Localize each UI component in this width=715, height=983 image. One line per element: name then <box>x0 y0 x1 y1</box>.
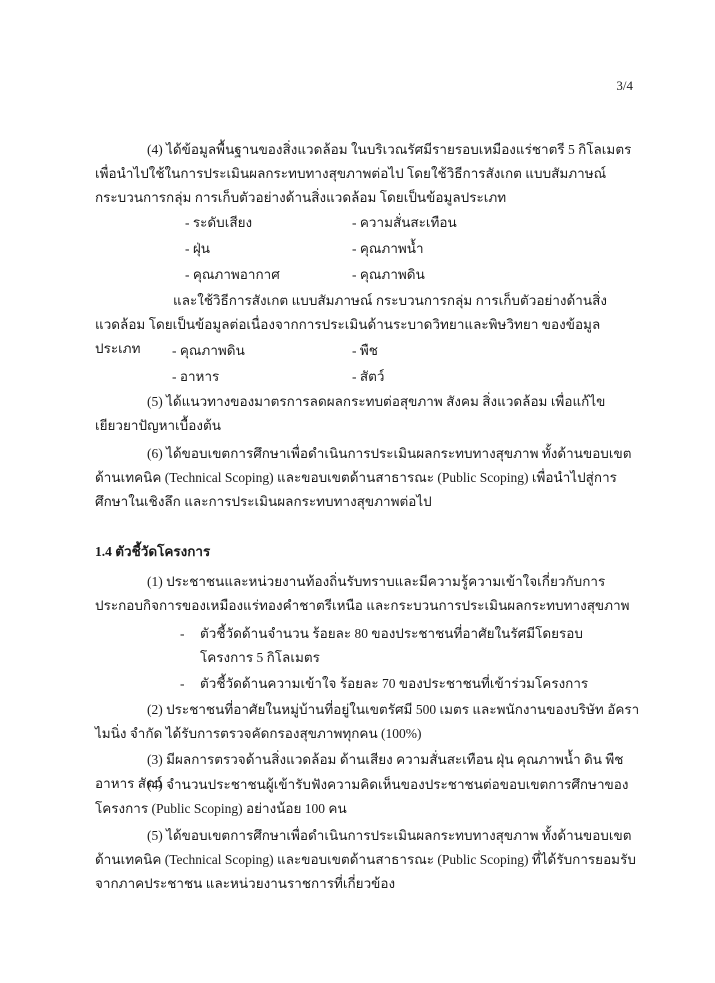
indicator-4: (4) จำนวนประชาชนผู้เข้ารับฟังความคิดเห็นของประชาชนต่อขอบเขตการศึกษาของโครงการ (Public Scoping) อย่างน้อย 100 คน <box>95 777 629 816</box>
bullet-mark-2: - <box>180 676 185 691</box>
list1-row1-col2: - ความสั่นสะเทือน <box>352 215 457 230</box>
indicator-2: (2) ประชาชนที่อาศัยในหมู่บ้านที่อยู่ในเขตรัศมี 500 เมตร และพนักงานของบริษัท อัครา ไมนิ่ง จำกัด ได้รับการตรวจคัดกรองสุขภาพทุกคน (100%) <box>95 702 640 741</box>
list1-row1-col1: - ระดับเสียง <box>185 215 253 230</box>
indicator-5: (5) ได้ขอบเขตการศึกษาเพื่อดำเนินการประเมินผลกระทบทางสุขภาพ ทั้งด้านขอบเขตด้านเทคนิค (Technical Scoping) และขอบเขตด้านสาธารณะ (Public Scoping) ที่ได้รับการยอมรับจากภาคประชาชน และหน่วยงานราชการที่เกี่ยวข้อง <box>95 828 636 891</box>
paragraph-item-6: (6) ได้ขอบเขตการศึกษาเพื่อดำเนินการประเมินผลกระทบทางสุขภาพ ทั้งด้านขอบเขตด้านเทคนิค (Technical Scoping) และขอบเขตด้านสาธารณะ (Public Scoping) เพื่อนำไปสู่การศึกษาในเชิงลึก และการประเมินผลกระทบทางสุขภาพต่อไป <box>95 446 632 509</box>
list2-row1-col2: - พืช <box>352 343 378 358</box>
page-number: 3/4 <box>616 78 633 93</box>
list1-row3-col1: - คุณภาพอากาศ <box>185 267 280 282</box>
list2-row2-col1: - อาหาร <box>172 369 220 384</box>
list1-row3-col2: - คุณภาพดิน <box>352 267 425 282</box>
list2-row2-col2: - สัตว์ <box>352 369 385 384</box>
list1-row2-col2: - คุณภาพน้ำ <box>352 241 424 256</box>
indicator-3: (3) มีผลการตรวจด้านสิ่งแวดล้อม ด้านเสียง ความสั่นสะเทือน ฝุ่น คุณภาพน้ำ ดิน พืช อาหาร สัตว์ <box>95 752 624 791</box>
indicator-1-bullet-1: ตัวชี้วัดด้านจำนวน ร้อยละ 80 ของประชาชนที่อาศัยในรัศมีโดยรอบโครงการ 5 กิโลเมตร <box>200 626 583 665</box>
paragraph-item-4b: และใช้วิธีการสังเกต แบบสัมภาษณ์ กระบวนการกลุ่ม การเก็บตัวอย่างด้านสิ่งแวดล้อม โดยเป็นข้อมูลต่อเนื่องจากการประเมินด้านระบาดวิทยาและพิษวิทยา ของข้อมูลประเภท <box>95 293 607 356</box>
paragraph-item-4: (4) ได้ข้อมูลพื้นฐานของสิ่งแวดล้อม ในบริเวณรัศมีรายรอบเหมืองแร่ชาตรี 5 กิโลเมตร เพื่อนำไปใช้ในการประเมินผลกระทบทางสุขภาพต่อไป โดยใช้วิธีการสังเกต แบบสัมภาษณ์ กระบวนการกลุ่ม การเก็บตัวอย่างด้านสิ่งแวดล้อม โดยเป็นข้อมูลประเภท <box>95 142 632 205</box>
indicator-1-bullet-2: ตัวชี้วัดด้านความเข้าใจ ร้อยละ 70 ของประชาชนที่เข้าร่วมโครงการ <box>200 676 589 691</box>
indicator-1: (1) ประชาชนและหน่วยงานท้องถิ่นรับทราบและมีความรู้ความเข้าใจเกี่ยวกับการประกอบกิจการของเหมืองแร่ทองคำชาตรีเหนือ และกระบวนการประเมินผลกระทบทางสุขภาพ <box>95 574 630 613</box>
paragraph-item-5: (5) ได้แนวทางของมาตรการลดผลกระทบต่อสุขภาพ สังคม สิ่งแวดล้อม เพื่อแก้ไขเยียวยาปัญหาเบื้องต้น <box>95 394 606 433</box>
list1-row2-col1: - ฝุ่น <box>185 241 211 256</box>
bullet-mark-1: - <box>180 626 185 641</box>
section-heading: 1.4 ตัวชี้วัดโครงการ <box>95 544 211 559</box>
list2-row1-col1: - คุณภาพดิน <box>172 343 245 358</box>
